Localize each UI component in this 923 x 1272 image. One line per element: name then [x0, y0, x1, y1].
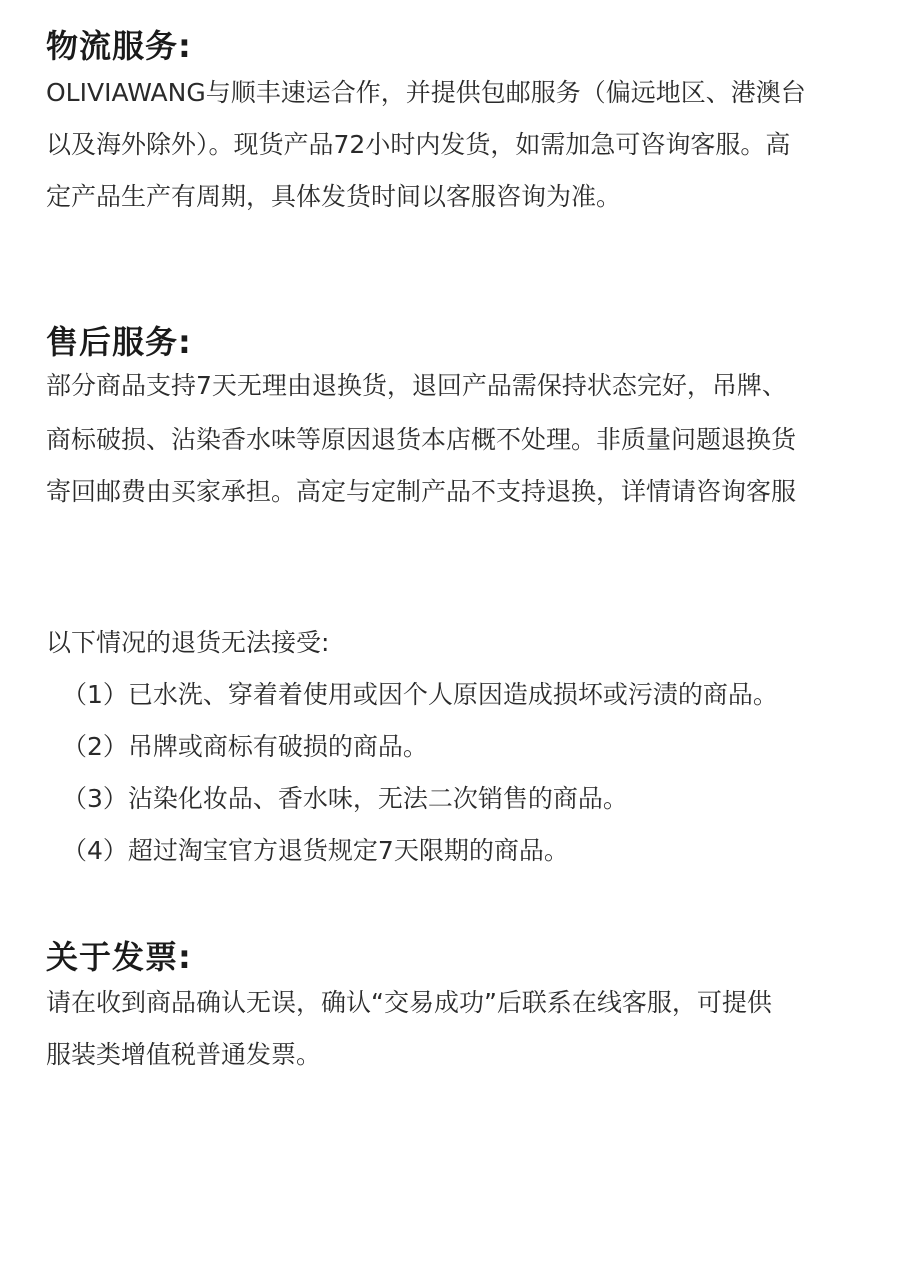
after-sales-line-1: 部分商品支持7天无理由退换货，退回产品需保持状态完好，吊牌、	[46, 371, 787, 400]
logistics-line-2: 以及海外除外）。现货产品72小时内发货，如需加急可咨询客服。高	[46, 130, 791, 159]
invoice-line-1: 请在收到商品确认无误，确认“交易成功”后联系在线客服，可提供	[46, 988, 772, 1017]
logistics-paragraph	[46, 80, 886, 210]
after-sales-heading: 售后服务:	[46, 323, 192, 361]
after-sales-paragraph	[46, 371, 886, 506]
returns-item-4: （4）超过淘宝官方退货规定7天限期的商品。	[62, 836, 569, 865]
returns-intro: 以下情况的退货无法接受:	[46, 628, 330, 657]
logistics-heading: 物流服务:	[46, 27, 192, 65]
returns-item-2: （2）吊牌或商标有破损的商品。	[62, 732, 428, 761]
returns-item-1: （1）已水洗、穿着着使用或因个人原因造成损坏或污渍的商品。	[62, 680, 778, 709]
logistics-line-3: 定产品生产有周期，具体发货时间以客服咨询为准。	[46, 182, 622, 211]
invoice-line-2: 服装类增值税普通发票。	[46, 1040, 322, 1069]
returns-item-3: （3）沾染化妆品、香水味，无法二次销售的商品。	[62, 784, 628, 813]
after-sales-line-3: 寄回邮费由买家承担。高定与定制产品不支持退换，详情请咨询客服	[46, 477, 797, 506]
logistics-line-1: OLIVIAWANG与顺丰速运合作，并提供包邮服务（偏远地区、港澳台	[46, 78, 806, 107]
invoice-heading: 关于发票:	[46, 938, 192, 976]
after-sales-line-2: 商标破损、沾染香水味等原因退货本店概不处理。非质量问题退换货	[46, 425, 797, 454]
invoice-paragraph	[46, 990, 886, 1070]
